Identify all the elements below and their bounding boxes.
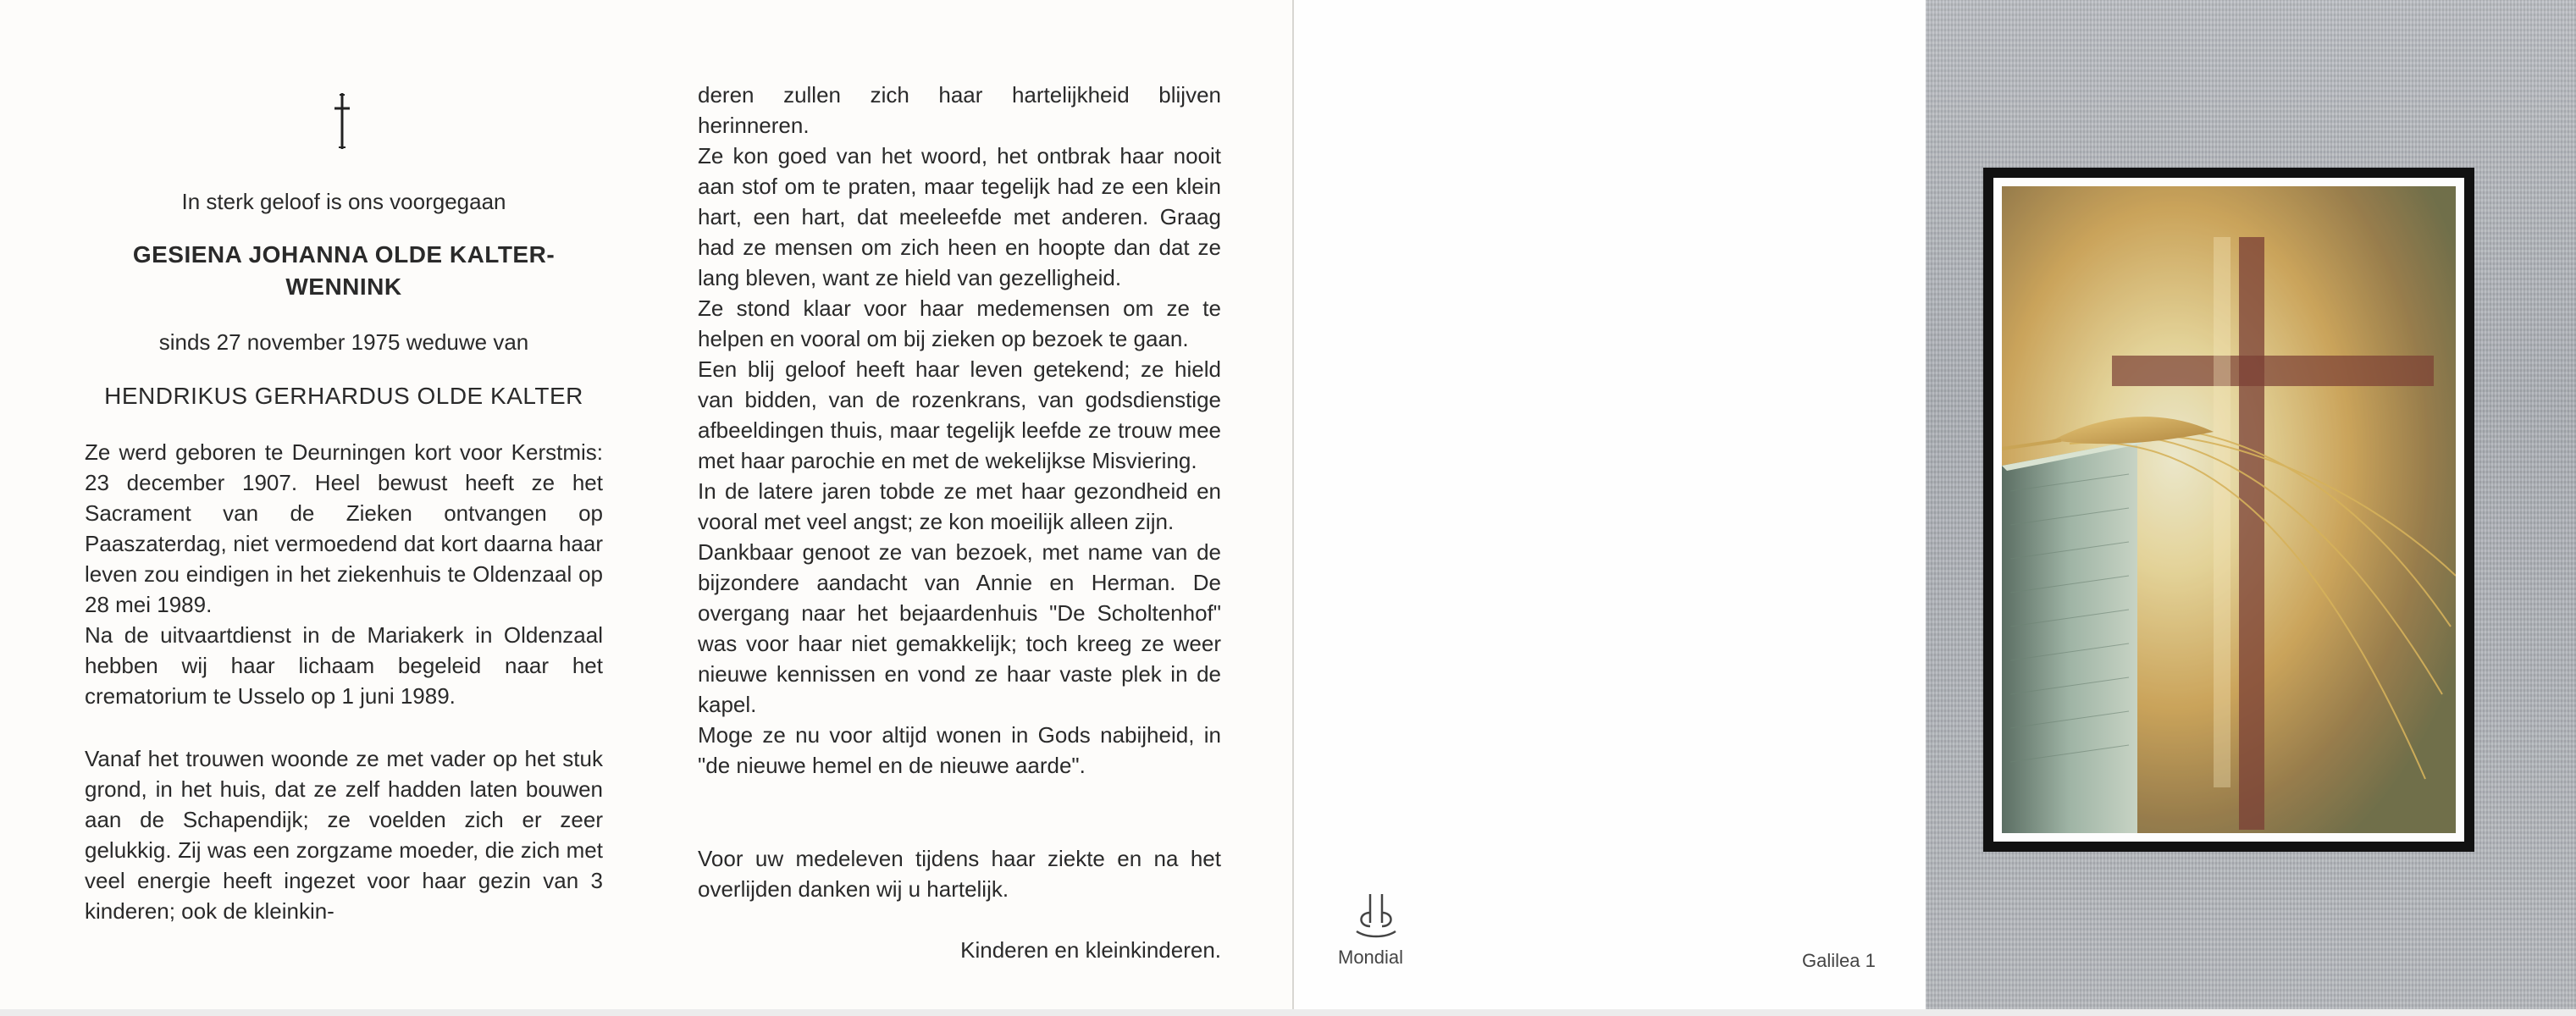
photo-mat — [1993, 178, 2464, 842]
paragraph-words: Ze kon goed van het woord, het ontbrak haar nooit aan stof om te praten, maar tegelijk had ze een klein hart, een hart, dat meeleefde met anderen. Graag had ze mensen om zich heen en hoopte dan dat ze lang bleven, want ze hield van gezelligheid. — [698, 143, 1221, 290]
cover-photo — [2002, 186, 2456, 833]
paragraph-faith: Een blij geloof heeft haar leven getekend; ze hield van bidden, van de rozenkrans, van godsdienstige afbeeldingen thuis, maar tegelijk leefde ze trouw mee met haar parochie en met de wekelijkse Misviering. — [698, 356, 1221, 473]
series-label: Galilea 1 — [1802, 950, 1876, 971]
widow-since: sinds 27 november 1975 weduwe van — [158, 329, 529, 355]
thanks-text: Voor uw medeleven tijdens haar ziekte en na het overlijden danken wij u hartelijk. — [698, 846, 1221, 902]
paragraph-later-years: In de latere jaren tobde ze met haar gezondheid en vooral met veel angst; ze kon moeilijk alleen zijn. — [698, 478, 1221, 534]
brand-label: Mondial — [1338, 947, 1404, 968]
memorial-card-inner — [0, 0, 1294, 1009]
husband-name: HENDRIKUS GERHARDUS OLDE KALTER — [104, 383, 583, 409]
intro-text: In sterk geloof is ons voorgegaan — [181, 189, 506, 214]
paragraph-blessing: Moge ze nu voor altijd wonen in Gods nabijheid, in "de nieuwe hemel en de nieuwe aarde". — [698, 722, 1221, 778]
left-column — [85, 127, 603, 926]
signoff-text: Kinderen en kleinkinderen. — [960, 937, 1221, 963]
right-column — [698, 80, 1221, 965]
paragraph-memory: deren zullen zich haar hartelijkheid blijven herinneren. — [698, 82, 1221, 138]
deceased-name-line2: WENNINK — [285, 273, 402, 300]
paragraph-helping: Ze stond klaar voor haar medemensen om ze te helpen en vooral om bij zieken op bezoek te gaan. — [698, 295, 1221, 351]
paragraph-family: Vanaf het trouwen woonde ze met vader op het stuk grond, in het huis, dat ze zelf hadden laten bouwen aan de Schapendijk; ze voelden zich er zeer gelukkig. Zij was een zorgzame moeder, die zich met veel energie heeft ingezet voor haar gezin van 3 kinderen; ook de kleinkin- — [85, 746, 603, 924]
card-back — [1294, 0, 1926, 1009]
paragraph-birth: Ze werd geboren te Deurningen kort voor Kerstmis: 23 december 1907. Heel bewust heeft ze het Sacrament van de Zieken ontvangen op Paaszaterdag, niet vermoedend dat kort daarna haar leven zou eindigen in het ziekenhuis te Oldenzaal op 28 mei 1989. — [85, 439, 603, 617]
photo-frame — [1983, 168, 2474, 852]
paragraph-funeral: Na de uitvaartdienst in de Mariakerk in Oldenzaal hebben wij haar lichaam begeleid naar het crematorium te Usselo op 1 juni 1989. — [85, 622, 603, 709]
paragraph-visits: Dankbaar genoot ze van bezoek, met name van de bijzondere aandacht van Annie en Herman. De overgang naar het bejaardenhuis "De Scholtenhof" was voor haar niet gemakkelijk; toch kreeg ze weer nieuwe kennissen en vond ze haar vaste plek in de kapel. — [698, 539, 1221, 717]
mondial-logo-icon — [1350, 889, 1402, 940]
deceased-name-line1: GESIENA JOHANNA OLDE KALTER- — [132, 241, 556, 268]
